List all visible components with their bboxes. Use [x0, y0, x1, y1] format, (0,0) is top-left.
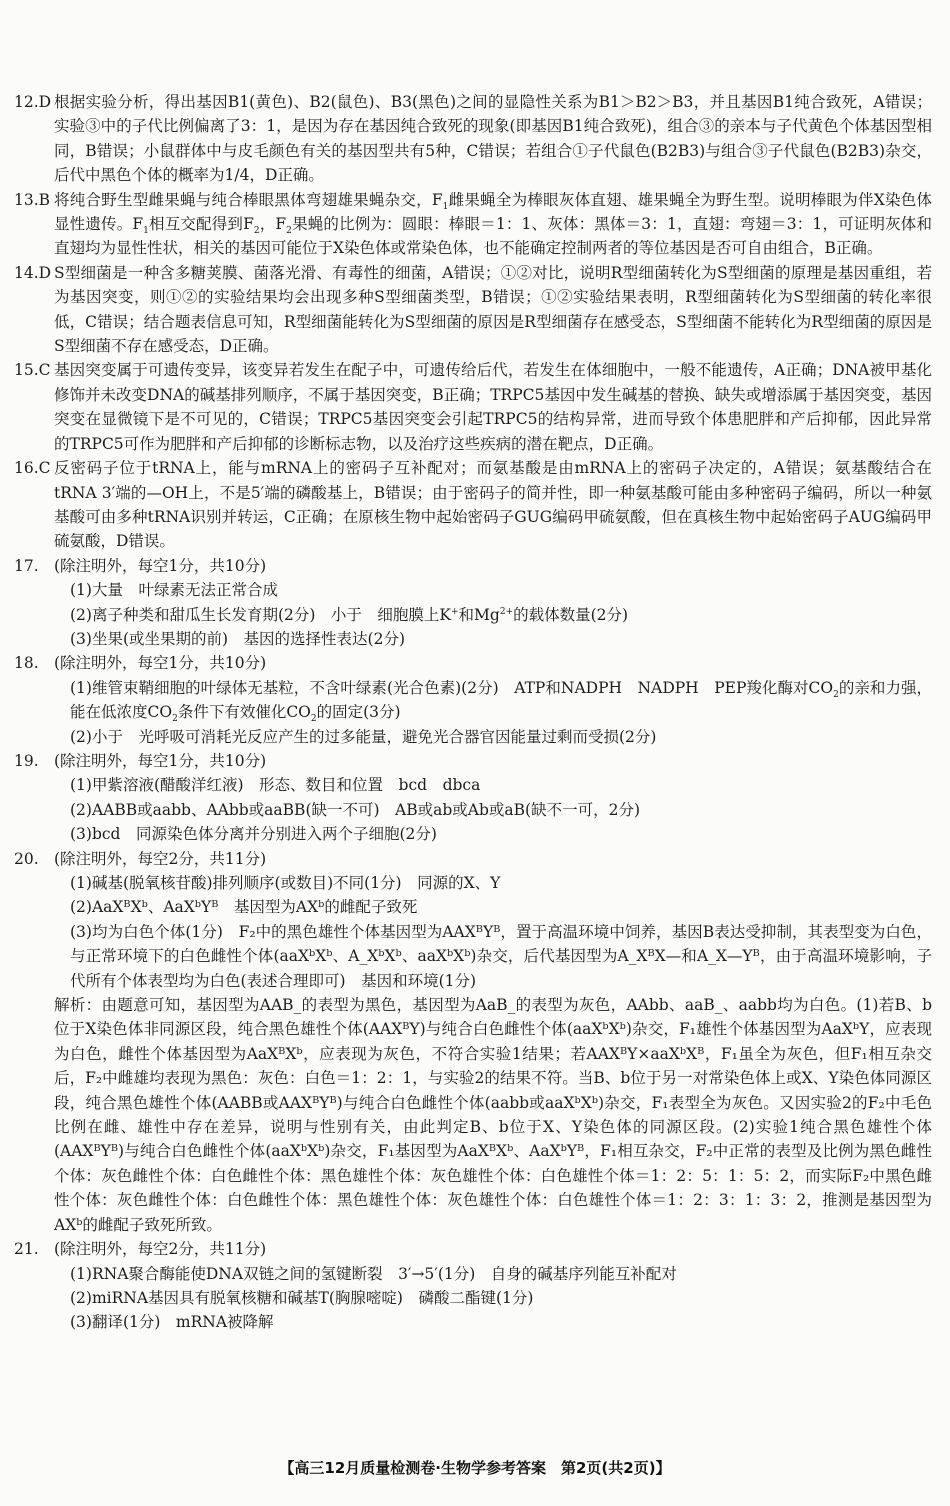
text-d: ，F [259, 215, 287, 234]
answer-13 [14, 188, 932, 261]
answer-20 [14, 847, 932, 1238]
answer-14 [14, 261, 932, 359]
answer-line: (1)RNA聚合酶能使DNA双链之间的氢键断裂 3′→5′(1分) 自身的碱基序列能互补配对 [70, 1264, 677, 1283]
line-part: (1)维管束鞘细胞的叶绿体无基粒，不含叶绿素(光合色素)(2分) ATP和NADPH NADPH PEP羧化酶对CO [70, 678, 834, 697]
line-part: 和Mg [458, 605, 500, 624]
answer-line: (1)甲紫溶液(醋酸洋红液) 形态、数目和位置 bcd dbca [70, 776, 481, 795]
scoring-note: (除注明外，每空1分，共10分) [54, 654, 267, 673]
answer-line: (2)离子种类和甜瓜生长发育期(2分) 小于 细胞膜上K+和$Mg^{2+}$的载体数量(2分) [70, 605, 629, 624]
question-number: 18. [14, 654, 39, 673]
answer-line: (3)翻译(1分) mRNA被降解 [70, 1313, 274, 1332]
question-number: 17. [14, 556, 39, 575]
answer-19 [14, 749, 932, 847]
scoring-note: (除注明外，每空2分，共11分) [54, 849, 267, 868]
answer-line: (2)小于 光呼吸可消耗光反应产生的过多能量，避免光合器官因能量过剩而受损(2分) [70, 727, 657, 746]
question-number: 12.D [14, 93, 52, 111]
answer-line: (3)均为白色个体(1分) F₂中的黑色雄性个体基因型为AAXᴮYᴮ，置于高温环境中饲养，基因B表达受抑制，其表型变为白色，与正常环境下的白色雌性个体(aaXᵇXᵇ、A_XᵇXᵇ、aaXᵇXᵇ)杂交，后代基因型为A_XᴮX—和A_X—Yᴮ，由于高温环境影响，子代所有个体表型均为白色(表述合理即可) 基因和环境(1分) [70, 922, 932, 990]
text-a: 将纯合野生型雌果蝇与纯合棒眼黑体弯翅雄果蝇杂交，F [54, 190, 443, 209]
line-part: 条件下有效催化CO [177, 703, 311, 722]
question-number: 13.B [14, 190, 51, 209]
answer-text: 将纯合野生型雌果蝇与纯合棒眼黑体弯翅雄果蝇杂交，$F_1$雌果蝇全为棒眼灰体直翅、雄果蝇全为野生型。说明棒眼为伴X染色体显性遗传。$F_1$相互交配得到$F_2$，$F_2$果蝇的比例为：圆眼：棒眼＝1：1、灰体：黑体＝3：1，直翅：弯翅＝3：1，可证明灰体和直翅均为显性性状，相关的基因可能位于X染色体或常染色体，也不能确定控制两者的等位基因是否可自由组合，B正确。 [54, 190, 932, 258]
text-e: 果蝇的比例为：圆眼：棒眼＝1：1、灰体：黑体＝3：1，直翅：弯翅＝3：1，可证明灰体和直翅均为显性性状，相关的基因可能位于X染色体或常染色体，也不能确定控制两者的等位基因是否可自由组合，B正确。 [54, 215, 932, 258]
answer-text: 反密码子位于tRNA上，能与mRNA上的密码子互补配对；而氨基酸是由mRNA上的密码子决定的，A错误；氨基酸结合在tRNA 3′端的—OH上，不是5′端的磷酸基上，B错误；由于密码子的简并性，即一种氨基酸可能由多种密码子编码，所以一种氨基酸可由多种tRNA识别并转运，C正确；在原核生物中起始密码子GUG编码甲硫氨酸，但在真核生物中起始密码子AUG编码甲硫氨酸，D错误。 [54, 459, 932, 551]
answer-line: (3)坐果(或坐果期的前) 基因的选择性表达(2分) [70, 629, 406, 648]
question-number: 15.C [14, 361, 51, 380]
answer-12 [14, 90, 932, 188]
answer-line: (3)bcd 同源染色体分离并分别进入两个子细胞(2分) [70, 825, 437, 844]
question-number: 21. [14, 1240, 39, 1259]
analysis-paragraph: 解析：由题意可知，基因型为AAB_的表型为黑色，基因型为AaB_的表型为灰色，AAbb、aaB_、aabb均为白色。(1)若B、b位于X染色体非同源区段，纯合黑色雄性个体(AAXᴮY)与纯合白色雌性个体(aaXᵇXᵇ)杂交，F₁雄性个体基因型为AaXᵇY，应表现为白色，雌性个体基因型为AaXᴮXᵇ，应表现为灰色，不符合实验1结果；若AAXᴮY×aaXᵇXᴮ，F₁虽全为灰色，但F₁相互杂交后，F₂中雌雄均表现为黑色：灰色：白色＝1：2：1，与实验2的结果不符。当B、b位于另一对常染色体上或X、Y染色体同源区段，纯合黑色雄性个体(AABB或AAXᴮYᴮ)与纯合白色雌性个体(aabb或aaXᵇXᵇ)杂交，F₁表型全为灰色。又因实验2的F₂中毛色比例在雌、雄性中存在差异，说明与性别有关，由此判定B、b位于X、Y染色体的同源区段。(2)实验1纯合黑色雄性个体(AAXᴮYᴮ)与纯合白色雌性个体(aaXᵇXᵇ)杂交，F₁基因型为AaXᴮXᵇ、AaXᵇYᴮ，F₁相互杂交，F₂中正常的表型及比例为黑色雌性个体：灰色雌性个体：白色雌性个体：黑色雄性个体：灰色雄性个体：白色雄性个体＝1：2：5：1：5：2，而实际F₂中黑色雌性个体：灰色雌性个体：白色雌性个体：黑色雄性个体：灰色雄性个体：白色雄性个体＝1：2：3：1：3：2，推测是基因型为AXᵇ的雌配子致死所致。 [54, 996, 932, 1234]
scoring-note: (除注明外，每空1分，共10分) [54, 556, 267, 575]
answer-list [14, 90, 932, 1335]
scoring-note: (除注明外，每空1分，共10分) [54, 751, 267, 770]
answer-15 [14, 358, 932, 456]
scoring-note: (除注明外，每空2分，共11分) [54, 1240, 267, 1259]
answer-line: (2)AABB或aabb、AAbb或aaBB(缺一不可) AB或ab或Ab或aB(缺不一可，2分) [70, 800, 640, 819]
answer-21 [14, 1237, 932, 1335]
text-b: 雌果蝇全为棒眼灰体直翅、雄果蝇全为野生型。说明棒眼为伴X染色体显性遗传。F [54, 190, 932, 234]
answer-line: (1)维管束鞘细胞的叶绿体无基粒，不含叶绿素(光合色素)(2分) ATP和NADPH NADPH PEP羧化酶对$CO_2$的亲和力强，能在低浓度$CO_2$条件下有效催化$CO_2$的固定(3分) [70, 678, 932, 725]
question-number: 20. [14, 849, 39, 868]
answer-text: 基因突变属于可遗传变异，该变异若发生在配子中，可遗传给后代，若发生在体细胞中，一般不能遗传，A正确；DNA被甲基化修饰并未改变DNA的碱基排列顺序，不属于基因突变，B正确；TRPC5基因中发生碱基的替换、缺失或增添属于基因突变，基因突变在显微镜下是不可见的，C错误；TRPC5基因突变会引起TRPC5的结构异常，进而导致个体患肥胖和产后抑郁，因此异常的TRPC5可作为肥胖和产后抑郁的诊断标志物，以及治疗这些疾病的潜在靶点，D正确。 [54, 361, 932, 453]
answer-line: (1)碱基(脱氧核苷酸)排列顺序(或数目)不同(1分) 同源的X、Y [70, 874, 501, 892]
line-part: 的亲和力强，能在低浓度CO [70, 678, 932, 722]
answer-line: (2)miRNA基因具有脱氧核糖和碱基T(胸腺嘧啶) 磷酸二酯键(1分) [70, 1288, 534, 1307]
answer-line: (2)AaXᴮXᵇ、AaXᵇYᴮ 基因型为AXᵇ的雌配子致死 [70, 898, 418, 917]
line-part: 的载体数量(2分) [513, 605, 629, 624]
answer-18 [14, 651, 932, 749]
question-number: 14.D [14, 263, 52, 282]
answer-text: 根据实验分析，得出基因B1(黄色)、B2(鼠色)、B3(黑色)之间的显隐性关系为B1＞B2＞B3，并且基因B1纯合致死，A错误；实验③中的子代比例偏离了3：1，是因为存在基因纯合致死的现象(即基因B1纯合致死)，组合③的亲本与子代黄色个体基因型相同，B错误；小鼠群体中与皮毛颜色有关的基因型共有5种，C错误；若组合①子代鼠色(B2B3)与组合③子代鼠色(B2B3)杂交，后代中黑色个体的概率为1/4，D正确。 [54, 93, 932, 185]
question-number: 16.C [14, 459, 51, 478]
answer-17 [14, 554, 932, 652]
line-part: (2)离子种类和甜瓜生长发育期(2分) 小于 细胞膜上K [70, 605, 451, 624]
answer-text: S型细菌是一种含多糖荚膜、菌落光滑、有毒性的细菌，A错误；①②对比，说明R型细菌转化为S型细菌的原理是基因重组，若为基因突变，则①②的实验结果均会出现多种S型细菌类型，B错误；①②实验结果表明，R型细菌转化为S型细菌的转化率很低，C错误；结合题表信息可知，R型细菌能转化为S型细菌的原因是R型细菌存在感受态，S型细菌不能转化为R型细菌的原因是S型细菌不存在感受态，D正确。 [54, 263, 932, 356]
answer-16 [14, 456, 932, 554]
line-part: 的固定(3分) [316, 703, 401, 722]
page-footer: 【高三12月质量检测卷·生物学参考答案 第2页(共2页)】 [279, 1459, 671, 1477]
text-c: 相互交配得到F [148, 215, 254, 234]
answer-line: (1)大量 叶绿素无法正常合成 [70, 581, 278, 600]
question-number: 19. [14, 751, 39, 770]
